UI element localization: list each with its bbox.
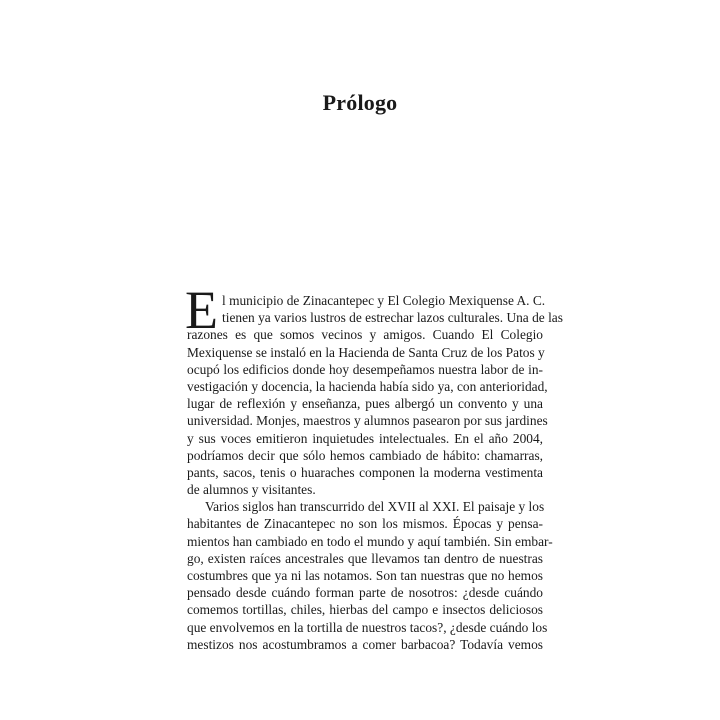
text-line: universidad. Monjes, maestros y alumnos pasearon por sus jardines (187, 413, 548, 429)
text-line: que envolvemos en la tortilla de nuestros tacos?, ¿desde cuándo los (187, 619, 548, 635)
text-line: vestigación y docencia, la hacienda había sido ya, con anterioridad, (187, 378, 548, 394)
text-line: pants, sacos, tenis o huaraches componen la moderna vestimenta (187, 464, 543, 480)
text-line: habitantes de Zinacantepec no son los mismos. Épocas y pensa- (187, 516, 543, 532)
text-line: de alumnos y visitantes. (187, 482, 316, 498)
text-line: mientos han cambiado en todo el mundo y aquí también. Sin embar- (187, 533, 553, 549)
prologue-text (185, 280, 563, 653)
text-line: Mexiquense se instaló en la Hacienda de Santa Cruz de los Patos y (187, 344, 545, 360)
drop-cap: E (185, 280, 218, 340)
page-title: Prólogo (322, 90, 398, 115)
text-line: tienen ya varios lustros de estrechar lazos culturales. Una de las (222, 310, 563, 326)
text-line: podríamos decir que sólo hemos cambiado de hábito: chamarras, (187, 447, 543, 463)
text-line: comemos tortillas, chiles, hierbas del campo e insectos deliciosos (187, 602, 543, 618)
text-line: ocupó los edificios donde hoy desempeñamos nuestra labor de in- (187, 361, 543, 377)
text-line: lugar de reflexión y enseñanza, pues albergó un convento y una (187, 396, 543, 412)
text-line: razones es que somos vecinos y amigos. Cuando El Colegio (187, 327, 543, 343)
text-line: go, existen raíces ancestrales que llevamos tan dentro de nuestras (187, 550, 543, 566)
text-line: mestizos nos acostumbramos a comer barbacoa? Todavía vemos (187, 636, 543, 652)
text-line: l municipio de Zinacantepec y El Colegio Mexiquense A. C. (222, 293, 546, 308)
text-line: y sus voces emitieron inquietudes intelectuales. En el año 2004, (187, 430, 543, 446)
text-line: costumbres que ya ni las notamos. Son tan nuestras que no hemos (187, 568, 543, 584)
text-line: Varios siglos han transcurrido del XVII al XXI. El paisaje y los (205, 499, 545, 515)
text-line: pensado desde cuándo forman parte de nosotros: ¿desde cuándo (187, 585, 543, 601)
